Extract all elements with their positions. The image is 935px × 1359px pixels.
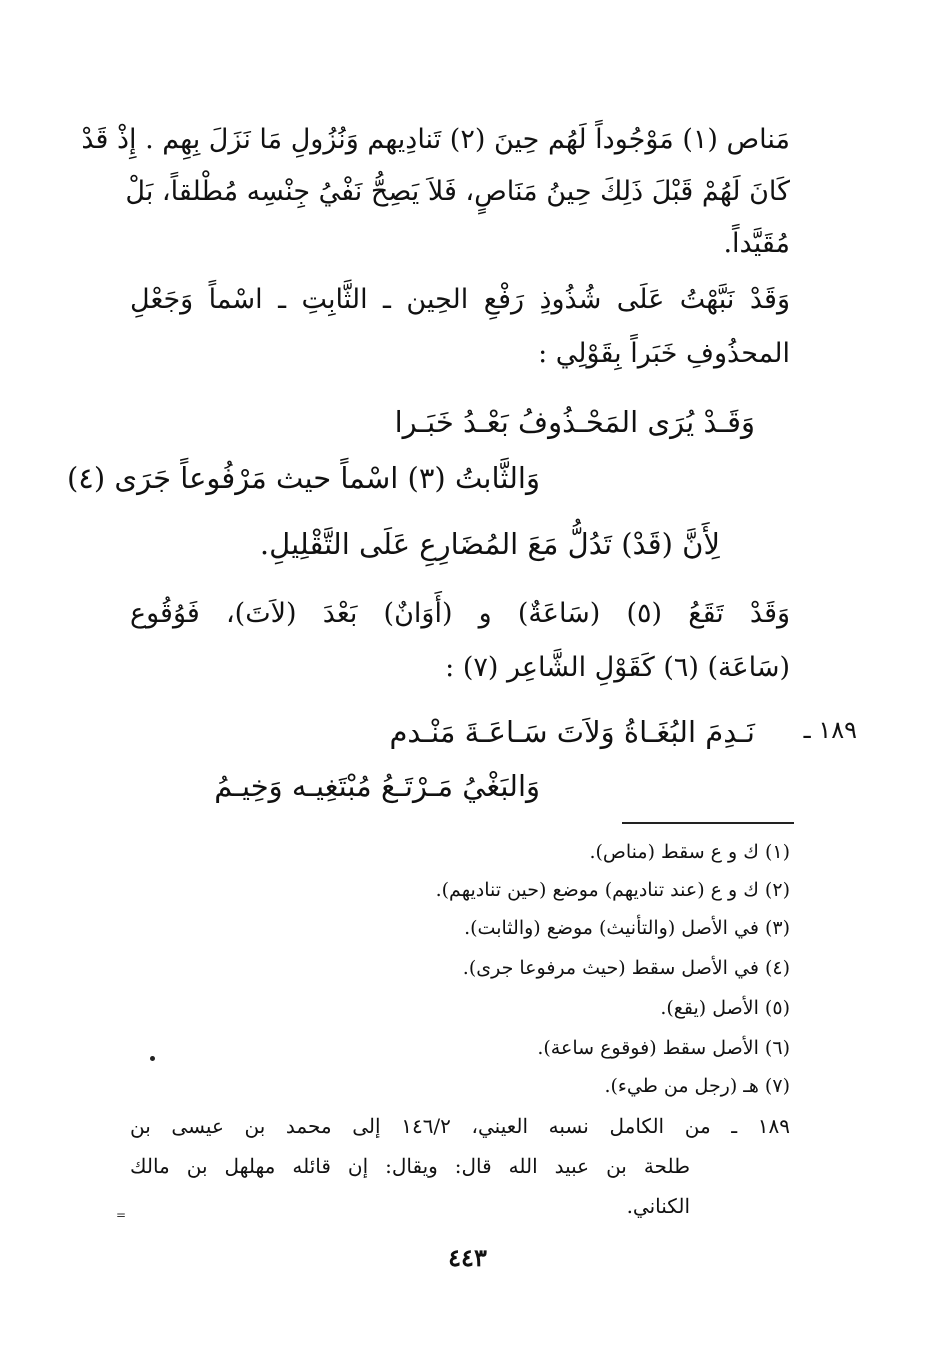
poem-hemistich-2: وَالبَغْيُ مَـرْتَـعُ مُبْتَغِيـه وَخِيـمُ	[214, 769, 540, 803]
footnote-3: (٣) في الأصل (والتأنيث) موضع (والثابت).	[464, 917, 790, 939]
body-line-4: وَقَدْ نَبَّهْتُ عَلَى شُذُوذِ رَفْعِ الحِين ـ الثَّابِتِ ـ اسْماً وَجَعْلِ	[130, 284, 790, 315]
poem-hemistich-1: نَـدِمَ البُغَـاةُ وَلاَتَ سَـاعَـةَ مَنْـدم	[389, 715, 755, 749]
verse-hemistich-2: وَالثَّابتُ (٣) اسْماً حيث مَرْفُوعاً جَرَى (٤)	[66, 461, 540, 495]
footnote-5: (٥) الأصل (يقع).	[660, 997, 790, 1019]
body-line-8: (سَاعَة) (٦) كَقَوْلِ الشَّاعِر (٧) :	[445, 652, 790, 683]
source-note-line-1: ١٨٩ ـ من الكامل نسبه العيني، ١٤٦/٢ إلى محمد بن عيسى بن	[130, 1114, 791, 1138]
verse-hemistich-1: وَقَـدْ يُرَى المَحْـذُوفُ بَعْـدُ خَبَـرا	[394, 405, 755, 439]
poem-number: ١٨٩ ـ	[803, 716, 857, 744]
footnote-7: (٧) هـ (رجل من طيء).	[604, 1075, 790, 1097]
body-line-7: وَقَدْ تَقَعُ (٥) (سَاعَةٌ) و (أَوَانٌ) بَعْدَ (لاَتَ)، فَوُقُوع	[130, 598, 791, 629]
body-line-1: مَناص (١) مَوْجُوداً لَهُم حِينَ (٢) تَنادِيهم وَنُزُولِ مَا نَزَلَ بِهِم . إِذْ قَدْ	[81, 124, 790, 155]
source-note-line-3: الكناني.	[626, 1194, 690, 1218]
source-note-line-2: طلحة بن عبيد الله قال: ويقال: إن قائله مهلهل بن مالك	[130, 1154, 690, 1178]
body-line-6: لِأَنَّ (قَدْ) تَدُلُّ مَعَ المُضَارِعِ عَلَى التَّقْلِيلِ.	[259, 527, 720, 561]
footnote-2: (٢) ك و ع (عند تناديهم) موضع (حين تناديهم).	[435, 879, 790, 901]
body-line-5: المحذُوفِ خَبَراً بِقَوْلِي :	[538, 338, 790, 369]
footnote-separator	[622, 822, 794, 824]
footnote-1: (١) ك و ع سقط (مناص).	[589, 841, 790, 863]
footnote-4: (٤) في الأصل سقط (حيث مرفوعا جرى).	[462, 957, 790, 979]
ink-dot	[150, 1056, 155, 1061]
footnote-6: (٦) الأصل سقط (فوقوع ساعة).	[537, 1037, 790, 1059]
margin-mark-icon: =	[116, 1208, 127, 1222]
body-line-2: كَانَ لَهُمْ قَبْلَ ذَلِكَ حِينُ مَنَاصٍ، فَلاَ يَصِحُّ نَفْيُ جِنْسِه مُطْلقاً، بَلْ	[125, 176, 790, 207]
body-line-3: مُقَيَّداً.	[723, 228, 790, 259]
page-number: ٤٤٣	[448, 1243, 487, 1272]
